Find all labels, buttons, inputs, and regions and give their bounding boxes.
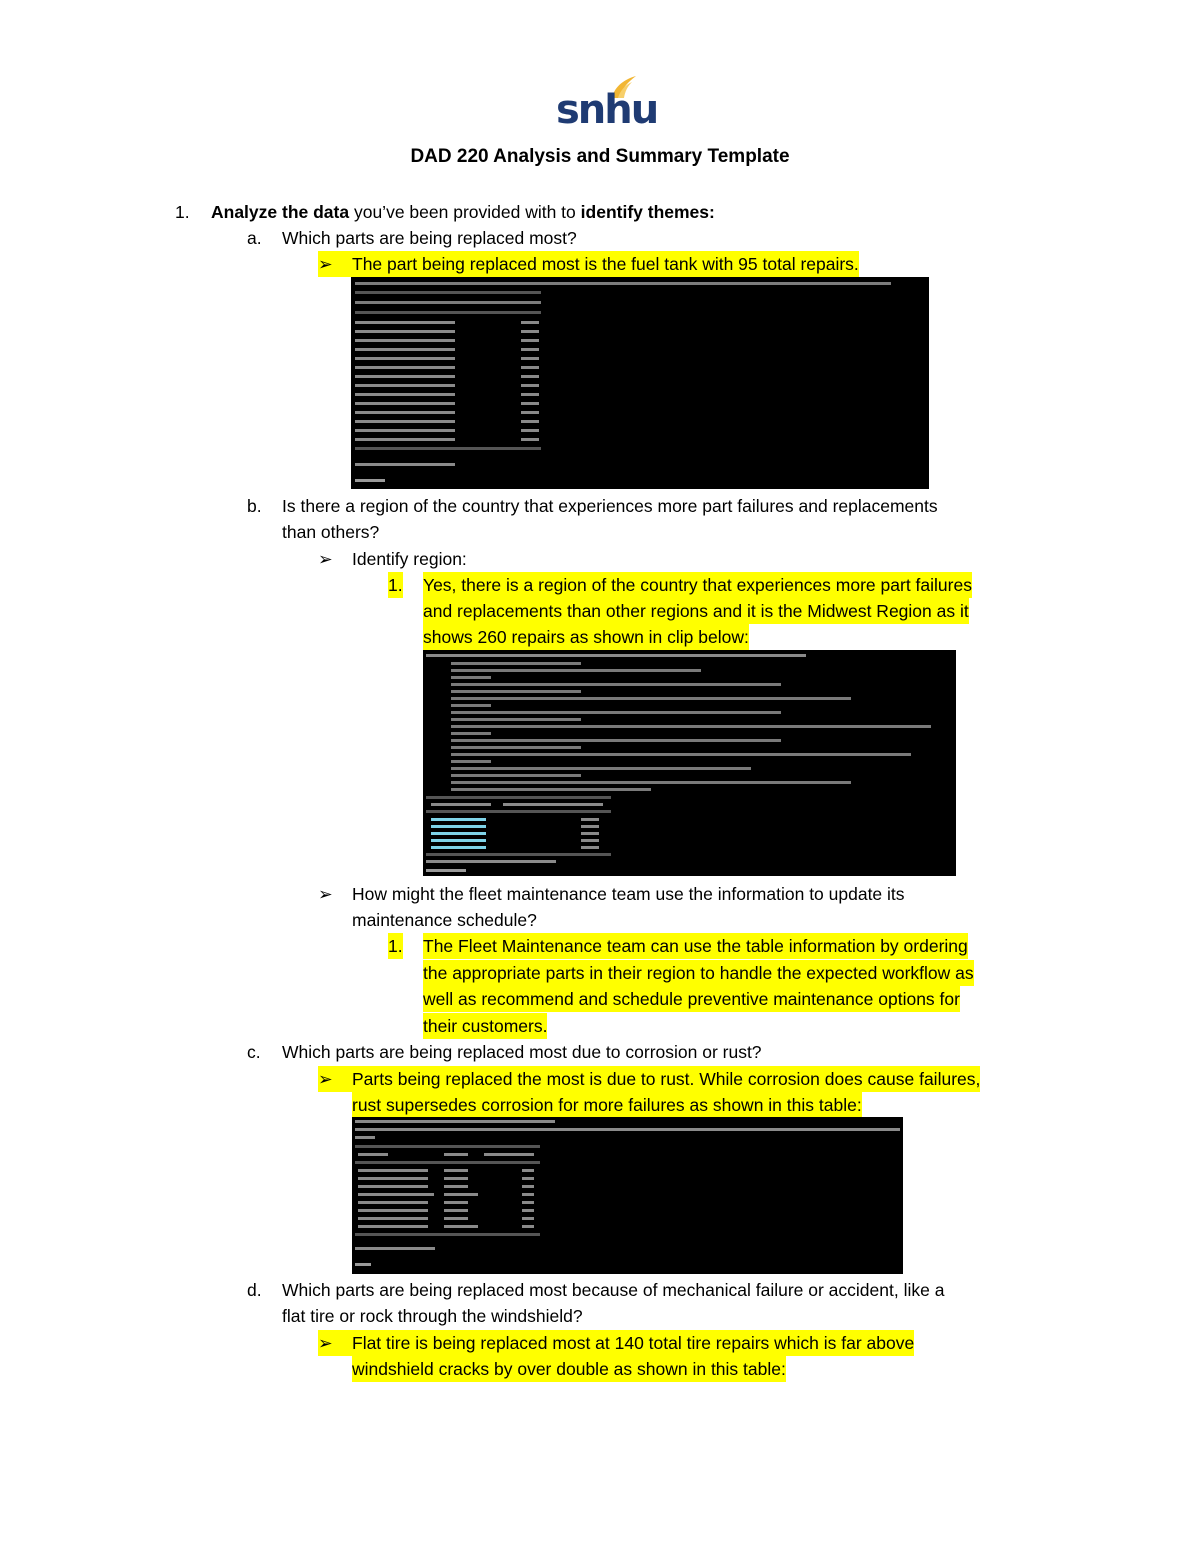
qc-ans-line2: rust supersedes corrosion for more failures as shown in this table: <box>352 1092 862 1118</box>
qd-letter: d. <box>247 1280 262 1300</box>
qd-question-line1: Which parts are being replaced most because of mechanical failure or accident, like a <box>282 1280 945 1300</box>
qd-ans <box>318 1330 914 1356</box>
q1-mid: you’ve been provided with to <box>349 202 581 222</box>
qc-ans <box>318 1066 980 1092</box>
q1-bold-b: identify themes: <box>580 202 715 222</box>
terminal-screenshot-regions <box>423 650 956 876</box>
qb-ans2-line2: the appropriate parts in their region to handle the expected workflow as <box>423 960 974 986</box>
q1-text <box>211 199 715 225</box>
snhu-logo <box>556 74 658 133</box>
q1-number: 1. <box>175 202 190 222</box>
qa-answer-text: The part being replaced most is the fuel tank with 95 total repairs. <box>352 254 859 274</box>
qc-ans-line1: Parts being replaced the most is due to rust. While corrosion does cause failures, <box>352 1069 981 1089</box>
page-title: DAD 220 Analysis and Summary Template <box>410 146 790 167</box>
qb-ans-line3: shows 260 repairs as shown in clip below: <box>423 624 749 650</box>
qb-identify <box>318 546 467 572</box>
arrow-bullet-icon: ➢ <box>318 549 333 569</box>
qb-ans2-num: 1. <box>388 933 403 959</box>
logo-text: snhu <box>556 87 658 133</box>
qb-how <box>318 881 905 907</box>
qb-identify-text: Identify region: <box>352 549 467 569</box>
qb-question-line2: than others? <box>282 522 380 542</box>
arrow-bullet-icon: ➢ <box>318 1069 333 1089</box>
qc-letter: c. <box>247 1042 261 1062</box>
qb-ans-num: 1. <box>388 572 403 598</box>
qd-ans-line1: Flat tire is being replaced most at 140 total tire repairs which is far above <box>352 1333 915 1353</box>
qa-letter: a. <box>247 228 262 248</box>
qb-ans-line2: and replacements than other regions and it is the Midwest Region as it <box>423 598 969 624</box>
terminal-screenshot-corrosion <box>352 1117 903 1274</box>
qb-how-line2: maintenance schedule? <box>352 910 537 930</box>
qb-ans2-line4: their customers. <box>423 1013 547 1039</box>
qb-how-line1: How might the fleet maintenance team use the information to update its <box>352 884 905 904</box>
qc-question: Which parts are being replaced most due to corrosion or rust? <box>282 1042 762 1062</box>
qd-question-line2: flat tire or rock through the windshield? <box>282 1306 583 1326</box>
qa-answer <box>318 251 859 277</box>
terminal-screenshot-parts <box>351 277 929 489</box>
arrow-bullet-icon: ➢ <box>318 254 333 274</box>
qb-question-line1: Is there a region of the country that experiences more part failures and replacements <box>282 496 938 516</box>
qb-ans2-line3: well as recommend and schedule preventive maintenance options for <box>423 986 960 1012</box>
qb-letter: b. <box>247 496 262 516</box>
q1-bold-a: Analyze the data <box>211 202 350 222</box>
arrow-bullet-icon: ➢ <box>318 884 333 904</box>
qd-ans-line2: windshield cracks by over double as shown in this table: <box>352 1356 786 1382</box>
arrow-bullet-icon: ➢ <box>318 1333 333 1353</box>
qb-ans2-line1: The Fleet Maintenance team can use the table information by ordering <box>423 933 968 959</box>
qa-question: Which parts are being replaced most? <box>282 228 577 248</box>
qb-ans-line1: Yes, there is a region of the country that experiences more part failures <box>423 572 972 598</box>
